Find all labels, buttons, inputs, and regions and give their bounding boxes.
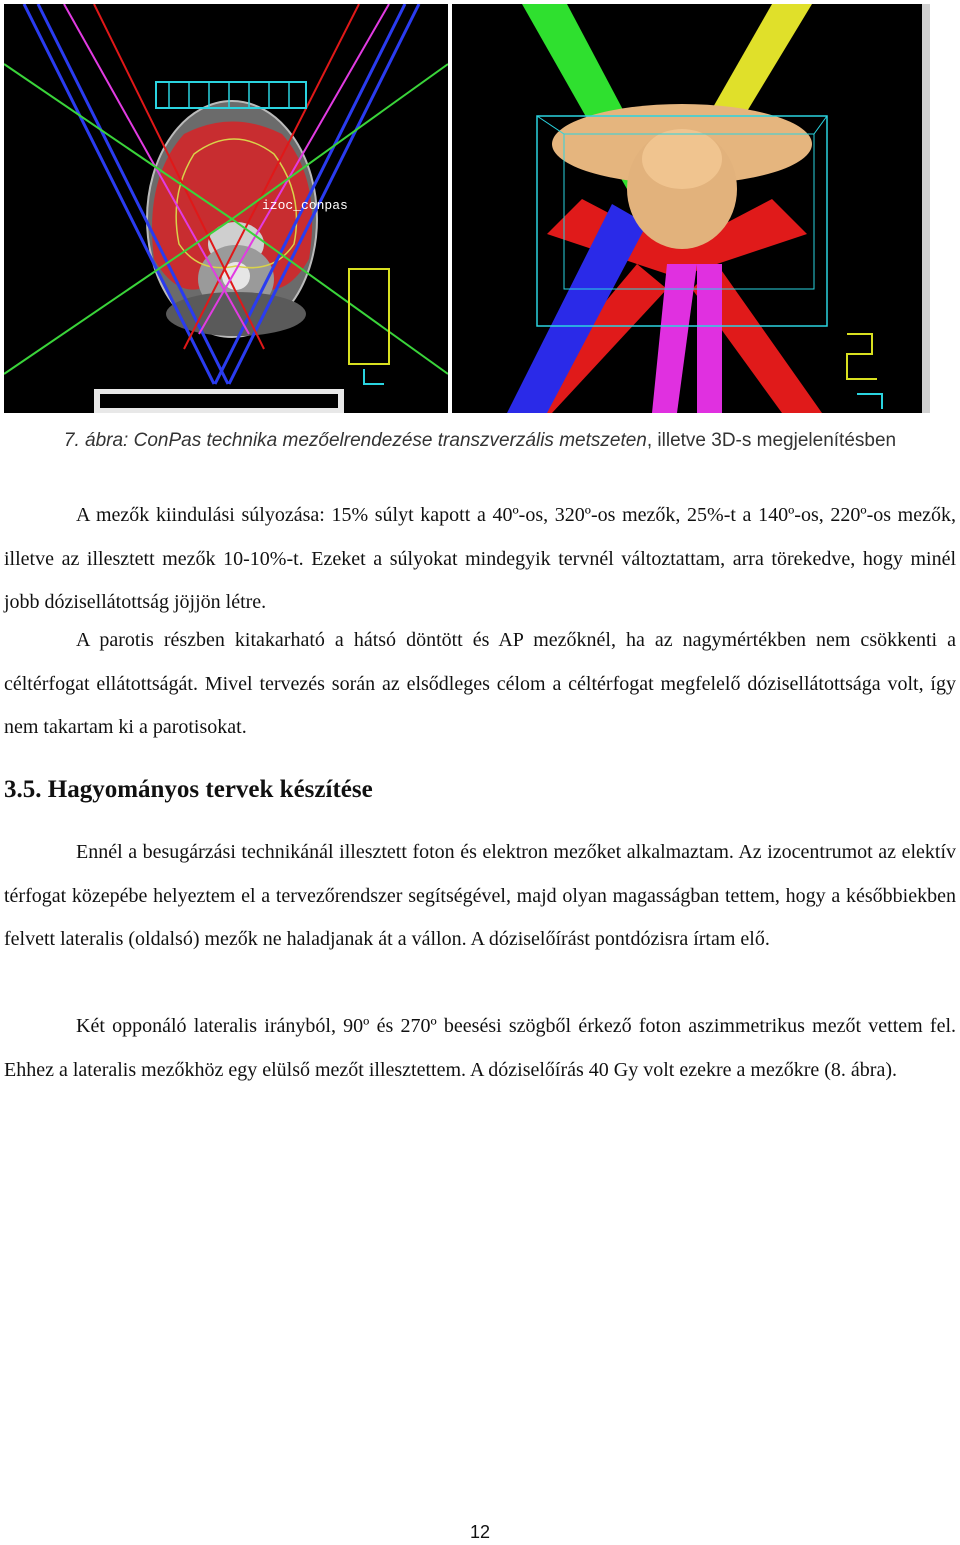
beams-3d-image [452,4,930,413]
paragraph-weights: A mezők kiindulási súlyozása: 15% súlyt kapott a 40º-os, 320º-os mezők, 25%-t a 140º-os, 220º-os mezők, illetve az illesztett mezők 10-10%-t. Ezeket a súlyokat mindegyik tervnél változtattam, arra törekedve, hogy minél jobb dózisellátottság jöjjön létre. [4,504,956,613]
figure-caption-rest: , illetve 3D-s megjelenítésben [646,430,897,451]
isocenter-label: izoc_conpas [262,198,348,213]
paragraph-lateral-fields: Két opponáló lateralis irányból, 90º és 270º beesési szögből érkező foton aszimmetrikus mezőt vettem fel. Ehhez a lateralis mezőkhöz egy elülső mezőt illesztettem. A dóziselőírás 40 Gy volt ezekre a mezőkre (8. ábra). [4,1015,956,1081]
section-heading: 3.5. Hagyományos tervek készítése [4,776,373,803]
paragraph-parotis: A parotis részben kitakarható a hátsó döntött és AP mezőknél, ha az nagymértékben nem csökkenti a céltérfogat ellátottságát. Mivel tervezés során az elsődleges célom a céltérfogat megfelelő dózisellátottsága volt, így nem takartam ki a parotisokat. [4,629,956,738]
figure-caption [0,430,960,452]
paragraph-technique: Ennél a besugárzási technikánál illesztett foton és elektron mezőket alkalmaztam. Az izocentrumot az elektív térfogat közepébe helyeztem el a tervezőrendszer segítségével, majd olyan magasságban tettem, hogy a későbbiekben felvett lateralis (oldalsó) mezők ne haladjanak át a vállon. A dóziselőírást pontdózisra írtam elő. [4,841,956,950]
transverse-slice-image [4,4,448,413]
figure-caption-main: 7. ábra: ConPas technika mezőelrendezése transzverzális metszeten [63,430,647,451]
beams-3d-svg [452,4,930,413]
transverse-slice-svg [4,4,448,413]
page-number: 12 [469,1522,491,1542]
